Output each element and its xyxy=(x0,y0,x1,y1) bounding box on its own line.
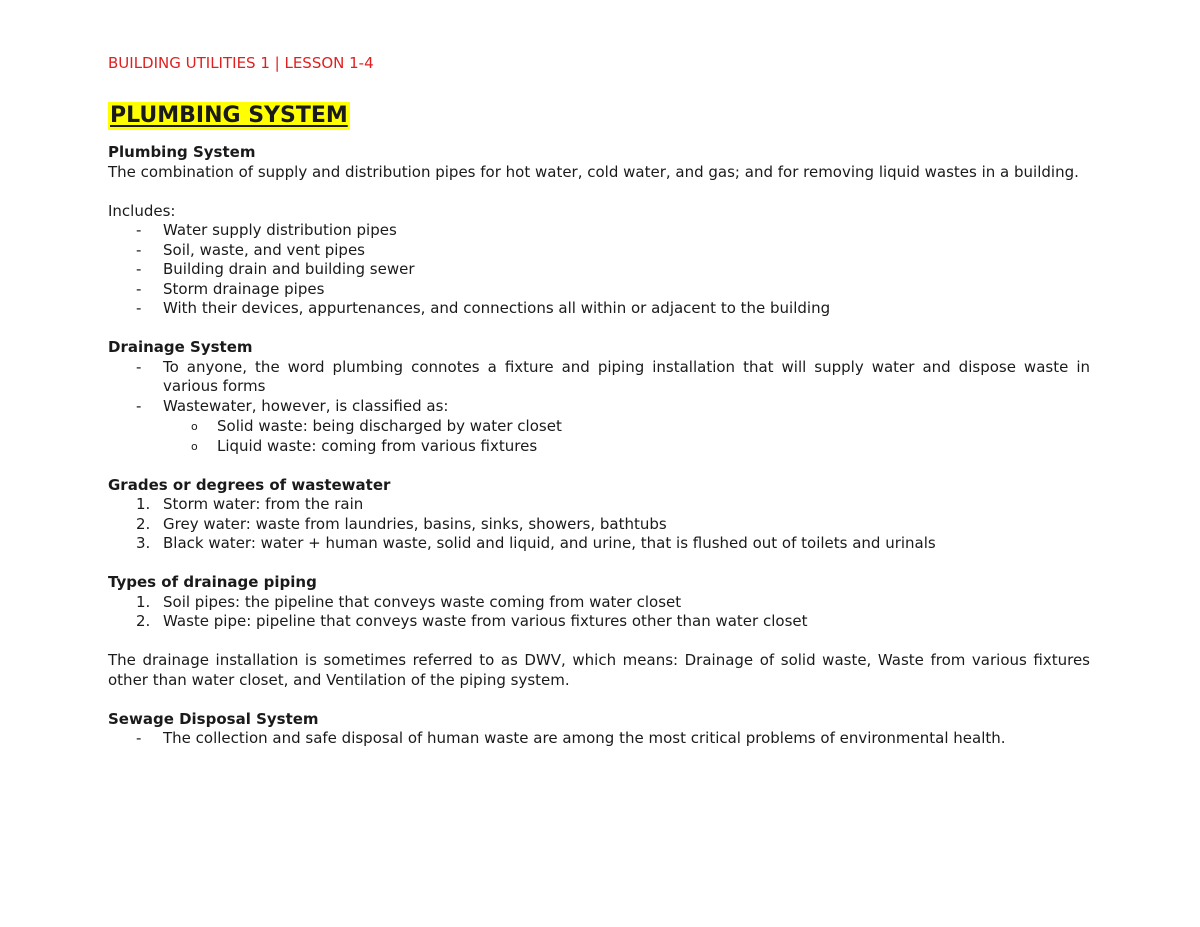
list-item xyxy=(108,260,1090,280)
plumbing-system-heading: Plumbing System xyxy=(108,143,256,161)
list-item xyxy=(108,593,1090,613)
dash-bullet: - xyxy=(136,396,142,415)
circle-bullet-icon: o xyxy=(191,440,198,453)
spacer xyxy=(108,632,1090,652)
includes-label: Includes: xyxy=(108,201,176,220)
dash-bullet: - xyxy=(136,279,142,298)
list-item xyxy=(108,221,1090,241)
list-item-text: Storm drainage pipes xyxy=(163,279,325,298)
dwv-paragraph: The drainage installation is sometimes referred to as DWV, which means: Drainage of solid waste, Waste from various fixtures other than water closet, and Ventilation of the piping system. xyxy=(108,651,1090,689)
list-item-text: The collection and safe disposal of human waste are among the most critical problems of environmental health. xyxy=(163,729,1006,747)
list-item xyxy=(108,299,1090,319)
list-item-text: Storm water: from the rain xyxy=(163,495,364,513)
includes-list xyxy=(108,221,1090,319)
page-title: PLUMBING SYSTEM xyxy=(110,103,348,128)
list-item xyxy=(108,358,1090,397)
dash-bullet: - xyxy=(136,299,142,317)
list-item xyxy=(108,241,1090,261)
drainage-list xyxy=(108,358,1090,417)
dash-bullet: - xyxy=(136,357,142,376)
list-item-text: Building drain and building sewer xyxy=(163,260,415,278)
sub-list-item xyxy=(163,436,1090,456)
list-item-text: Black water: water + human waste, solid and liquid, and urine, that is flushed out of toilets and urinals xyxy=(163,534,936,552)
number-marker: 2. xyxy=(136,514,151,533)
spacer xyxy=(108,456,1090,476)
list-item-text: Soil, waste, and vent pipes xyxy=(163,240,365,259)
list-item-text: Water supply distribution pipes xyxy=(163,221,397,239)
spacer xyxy=(108,182,1090,202)
number-marker: 1. xyxy=(136,592,151,611)
list-item xyxy=(108,515,1090,535)
sub-list-item xyxy=(163,416,1090,436)
number-marker: 2. xyxy=(136,612,151,630)
list-item xyxy=(108,612,1090,632)
list-item xyxy=(108,397,1090,417)
spacer xyxy=(108,319,1090,339)
list-item-text: To anyone, the word plumbing connotes a fixture and piping installation that will supply water and dispose waste in various forms xyxy=(163,357,1090,395)
sewage-disposal-heading: Sewage Disposal System xyxy=(108,709,319,728)
title-wrapper xyxy=(108,73,1090,130)
number-marker: 3. xyxy=(136,534,151,552)
list-item xyxy=(108,495,1090,515)
list-item xyxy=(108,280,1090,300)
drainage-system-heading: Drainage System xyxy=(108,338,253,356)
list-item xyxy=(108,534,1090,554)
sewage-list xyxy=(108,729,1090,749)
circle-bullet-icon: o xyxy=(191,420,198,433)
list-item-text: Grey water: waste from laundries, basins, sinks, showers, bathtubs xyxy=(163,514,667,533)
dash-bullet: - xyxy=(136,260,142,278)
drainage-piping-heading: Types of drainage piping xyxy=(108,573,317,591)
dash-bullet: - xyxy=(136,240,142,259)
spacer xyxy=(108,554,1090,574)
list-item-text: Soil pipes: the pipeline that conveys waste coming from water closet xyxy=(163,592,682,611)
drainage-piping-list xyxy=(108,593,1090,632)
list-item-text: Wastewater, however, is classified as: xyxy=(163,396,449,415)
sub-list-item-text: Solid waste: being discharged by water closet xyxy=(217,417,562,435)
list-item xyxy=(108,729,1090,749)
wastewater-grades-list xyxy=(108,495,1090,554)
number-marker: 1. xyxy=(136,495,151,513)
sub-list-item-text: Liquid waste: coming from various fixtures xyxy=(217,437,538,455)
plumbing-system-definition: The combination of supply and distribution pipes for hot water, cold water, and gas; and for removing liquid wastes in a building. xyxy=(108,162,1079,181)
spacer xyxy=(108,690,1090,710)
dash-bullet: - xyxy=(136,729,142,747)
dash-bullet: - xyxy=(136,221,142,239)
list-item-text: Waste pipe: pipeline that conveys waste from various fixtures other than water closet xyxy=(163,612,808,630)
wastewater-sublist xyxy=(108,416,1090,456)
course-header: BUILDING UTILITIES 1 | LESSON 1-4 xyxy=(108,54,374,72)
document-page xyxy=(108,53,1090,749)
wastewater-grades-heading: Grades or degrees of wastewater xyxy=(108,475,391,494)
list-item-text: With their devices, appurtenances, and connections all within or adjacent to the building xyxy=(163,299,831,317)
